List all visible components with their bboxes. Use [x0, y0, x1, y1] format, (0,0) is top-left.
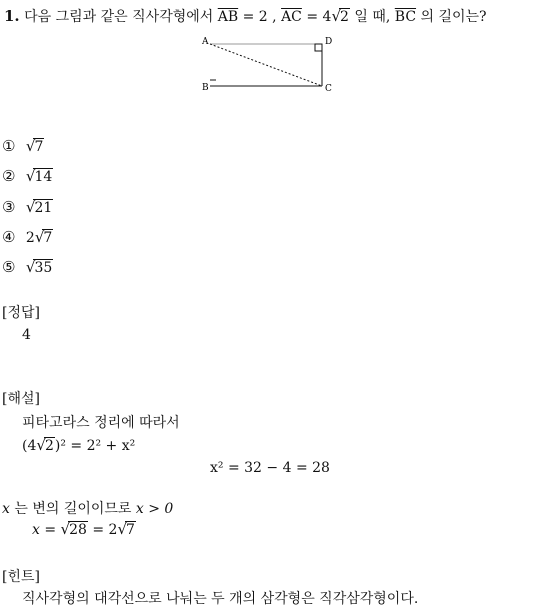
choice-1[interactable]: [2, 137, 44, 155]
segment-bc: $\overline{BC}$: [394, 9, 417, 25]
label-d: D: [325, 37, 333, 47]
answer-value: 4: [22, 327, 31, 343]
question-stem: [4, 6, 487, 26]
right-angle-mark: [315, 44, 322, 51]
choice-marker: ①: [2, 137, 16, 155]
question-number: 1.: [4, 7, 20, 25]
label-b: B: [202, 83, 209, 93]
stem-mid: 일 때,: [354, 9, 391, 25]
stem-end: 의 길이는?: [420, 9, 487, 25]
solution-line-1: 피타고라스 정리에 따라서: [22, 415, 180, 431]
choice-4[interactable]: [2, 228, 53, 246]
choice-radical: √7: [34, 228, 53, 246]
choice-coef: 2: [25, 230, 35, 246]
solution-equation-3: x = √28 = 2√7: [32, 520, 135, 538]
hint-heading: [힌트]: [2, 569, 40, 585]
solution-heading: [해설]: [2, 391, 40, 407]
choice-marker: ⑤: [2, 258, 16, 276]
choice-radical: √21: [25, 198, 53, 216]
choice-radical: √7: [25, 137, 44, 155]
solution-equation-1: (4√2)² = 2² + x²: [22, 436, 136, 454]
label-a: A: [202, 37, 209, 47]
segment-ab: $\overline{AB}$: [217, 9, 239, 25]
choice-marker: ②: [2, 167, 16, 185]
choice-5[interactable]: [2, 258, 53, 276]
eq-ab: = 2 ,: [242, 9, 277, 25]
radical-ac: √2: [331, 7, 349, 25]
label-c: C: [325, 84, 332, 94]
diagonal-ac: [210, 44, 322, 86]
solution-equation-2: x² = 32 − 4 = 28: [210, 460, 330, 476]
answer-heading: [정답]: [2, 305, 40, 321]
solution-line-3: x 는 변의 길이이므로 x > 0: [2, 501, 174, 517]
choice-3[interactable]: [2, 198, 53, 216]
choice-2[interactable]: [2, 167, 53, 185]
segment-ac: $\overline{AC}$: [281, 9, 302, 25]
rectangle-figure: [196, 30, 346, 96]
eq-ac: = 4: [306, 9, 332, 25]
choice-radical: √14: [25, 167, 53, 185]
choice-marker: ③: [2, 198, 16, 216]
choice-radical: √35: [25, 258, 53, 276]
hint-text: 직사각형의 대각선으로 나눠는 두 개의 삼각형은 직각삼각형이다.: [22, 591, 419, 607]
choice-marker: ④: [2, 228, 16, 246]
stem-prefix: 다음 그림과 같은 직사각형에서: [24, 9, 214, 25]
